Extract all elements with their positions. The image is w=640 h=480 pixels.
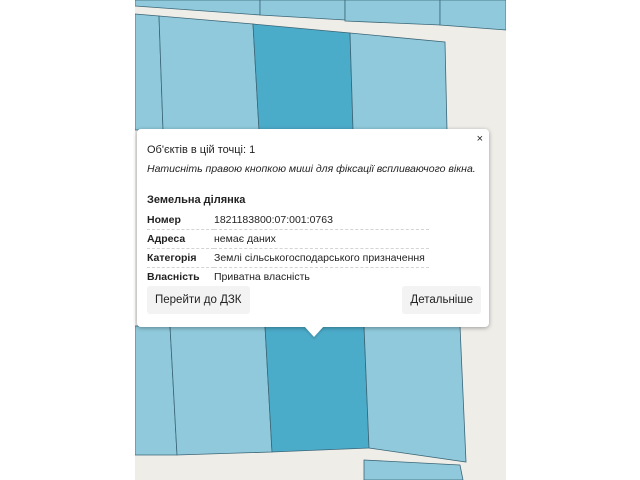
attr-value: Приватна власність — [214, 271, 310, 283]
land-parcel[interactable] — [260, 0, 345, 20]
attr-row-ownership — [147, 268, 429, 287]
attr-value: немає даних — [214, 230, 429, 249]
land-parcel[interactable] — [345, 0, 440, 25]
close-icon[interactable]: × — [476, 133, 483, 145]
popup-pointer — [304, 326, 324, 337]
objects-count-label: Об'єктів в цій точці: 1 — [147, 144, 256, 156]
attr-row-category — [147, 249, 429, 268]
popup-hint: Натисніть правою кнопкою миші для фіксації вспливаючого вікна. — [147, 163, 476, 175]
details-button[interactable]: Детальніше — [402, 286, 481, 314]
attr-key: Адреса — [147, 230, 214, 249]
land-parcel[interactable] — [159, 16, 259, 130]
land-parcel-selected[interactable] — [265, 326, 369, 452]
section-title: Земельна ділянка — [147, 194, 246, 206]
attr-value: Землі сільськогосподарського призначення — [214, 249, 429, 268]
land-parcel[interactable] — [350, 33, 447, 130]
attr-value: 1821183800:07:001:0763 — [214, 211, 429, 230]
attr-row-number — [147, 211, 429, 230]
attr-key: Номер — [147, 211, 214, 230]
attr-row-address — [147, 230, 429, 249]
attr-key: Власність — [147, 271, 200, 283]
land-parcel[interactable] — [170, 326, 272, 455]
go-to-dzk-button[interactable]: Перейти до ДЗК — [147, 286, 250, 314]
land-parcel-selected[interactable] — [253, 24, 353, 130]
land-parcel[interactable] — [364, 326, 466, 462]
parcel-attributes-table — [147, 211, 429, 286]
parcel-popup — [137, 129, 489, 327]
land-parcel[interactable] — [440, 0, 506, 30]
land-parcel[interactable] — [364, 460, 463, 480]
land-parcel[interactable] — [135, 14, 163, 130]
attr-key: Категорія — [147, 249, 214, 268]
land-parcel[interactable] — [135, 0, 260, 15]
